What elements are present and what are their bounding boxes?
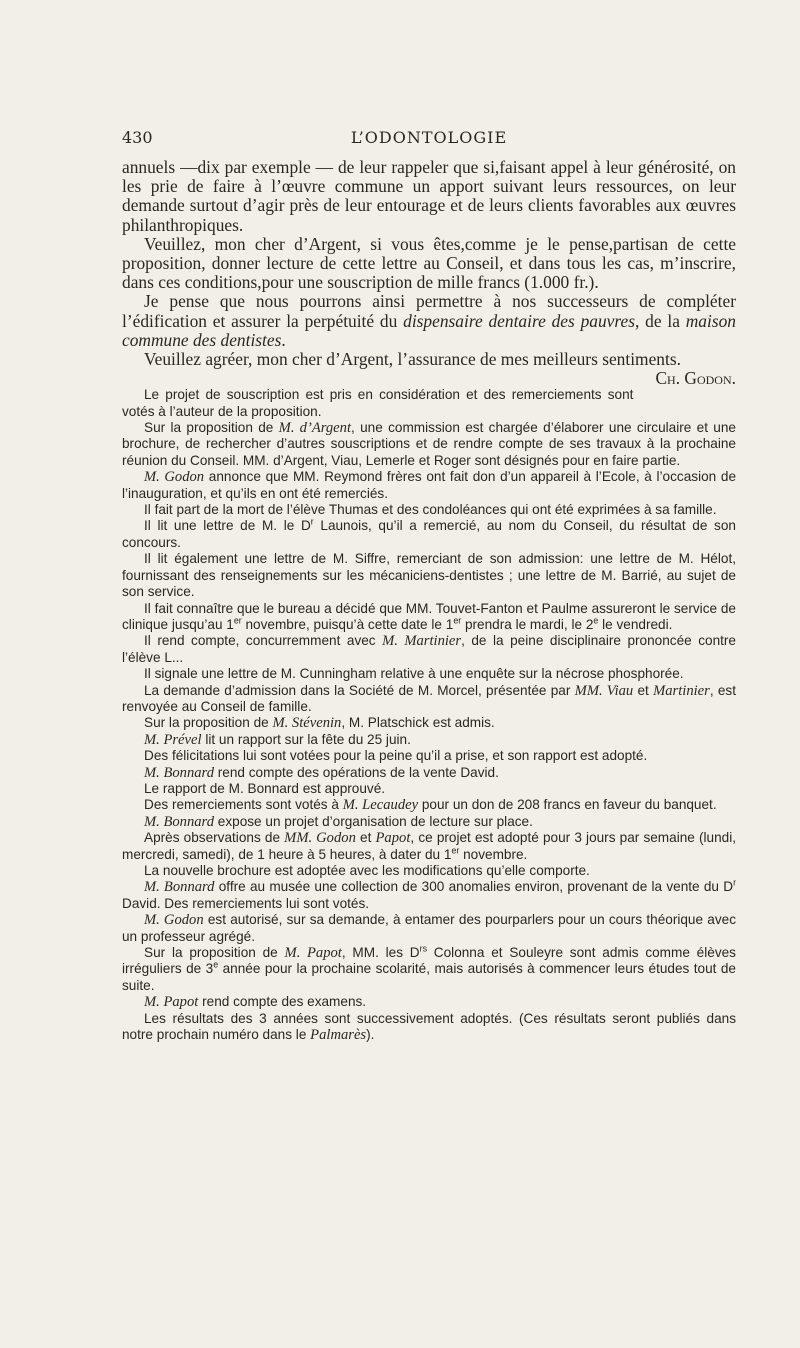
- minutes-paragraph-text: Il lit une lettre de M. le D: [144, 518, 311, 534]
- minutes-paragraph-italic: Papot: [375, 830, 411, 847]
- letter-paragraph: [122, 158, 736, 235]
- minutes-paragraph: [122, 387, 736, 420]
- minutes-paragraph-text: , de la peine disciplinaire prononcée contre l’élève L...: [122, 633, 736, 665]
- minutes-paragraph-italic: M. Martinier: [382, 633, 462, 650]
- minutes-paragraph: [122, 879, 736, 912]
- minutes-paragraph-text: lit un rapport sur la fête du 25 juin.: [201, 731, 411, 747]
- minutes-paragraph-italic: M. Bonnard: [144, 764, 214, 781]
- minutes-paragraph-text: , M. Platschick est admis.: [341, 715, 495, 731]
- letter-paragraph-text: , de la: [635, 310, 686, 331]
- minutes-paragraph-italic: M. Lecaudey: [342, 797, 419, 814]
- minutes-paragraph-text: ).: [366, 1027, 375, 1043]
- minutes-paragraph: [122, 765, 736, 781]
- minutes-paragraph-text: Il lit également une lettre de M. Siffre, remerciant de son admission: une lettre de M. Hélot, fournissant des renseignements sur les mécaniciens-dentistes ; une lettre de M. Barrié, au sujet de son service.: [122, 551, 736, 600]
- minutes-paragraph-text: Des félicitations lui sont votées pour la peine qu’il a prise, et son rapport est adopté.: [144, 748, 648, 764]
- minutes-paragraph-text: annonce que MM. Reymond frères ont fait don d’un appareil à l’Ecole, à l’occasion de l’inauguration, et qu’ils en ont été remerciés.: [122, 469, 737, 501]
- letter-paragraph-text: Veuillez agréer, mon cher d’Argent, l’assurance de mes meilleurs sentiments.: [144, 349, 681, 370]
- minutes-paragraph: [122, 912, 736, 945]
- running-head: L’ODONTOLOGIE: [350, 128, 508, 147]
- minutes-paragraph-sup: er: [451, 845, 460, 856]
- letter-paragraph: [122, 292, 736, 350]
- minutes-paragraph: [122, 748, 736, 764]
- minutes-paragraph: [122, 469, 736, 502]
- minutes-paragraph-text: rend compte des opérations de la vente David.: [214, 764, 499, 780]
- minutes-paragraph-sup: r: [733, 877, 737, 888]
- minutes-paragraph-italic: M. Papot: [144, 994, 199, 1011]
- minutes-paragraph: [122, 797, 736, 813]
- letter-paragraph-text: .: [281, 329, 286, 350]
- minutes-paragraph-text: La nouvelle brochure est adoptée avec les modifications qu’elle comporte.: [144, 863, 590, 879]
- minutes-paragraph: [122, 945, 736, 994]
- page-body: [122, 158, 736, 1043]
- minutes-paragraph-text: et: [633, 682, 654, 698]
- minutes-paragraph-sup: e: [593, 615, 599, 626]
- minutes-paragraph-italic: MM. Viau: [574, 682, 634, 699]
- minutes-paragraph-text: rend compte des examens.: [198, 994, 367, 1010]
- page-header: [122, 128, 736, 150]
- minutes-paragraph-text: , est renvoyée au Conseil de famille.: [122, 682, 737, 714]
- minutes-paragraph-text: Après observations de: [144, 830, 285, 846]
- minutes-paragraph: [122, 601, 736, 634]
- minutes-paragraph-italic: M. Papot: [284, 945, 342, 962]
- minutes-paragraph-text: novembre.: [459, 846, 528, 862]
- minutes-paragraph-text: , une commission est chargée d’élaborer une circulaire et une brochure, de rechercher d’autres souscriptions et de rendre compte de ses travaux à la prochaine réunion du Conseil. MM. d’Argent, Viau, Lemerle et Roger sont désignés pour en faire partie.: [122, 420, 736, 468]
- minutes-paragraph-text: Le projet de souscription est pris en considération et des remerciements sont votés à l’auteur de la proposition.: [122, 387, 634, 419]
- minutes-paragraph-text: La demande d’admission dans la Société de M. Morcel, présentée par: [144, 682, 575, 698]
- minutes-paragraph-italic: M. Stévenin: [272, 715, 342, 732]
- signature: Ch. Godon.: [655, 368, 736, 389]
- minutes-paragraph: [122, 633, 736, 666]
- minutes-section: [122, 387, 736, 1043]
- minutes-paragraph-italic: Martinier: [653, 682, 710, 699]
- minutes-paragraph: [122, 666, 736, 682]
- minutes-paragraph-sup: r: [310, 516, 314, 527]
- letter-paragraph-text: Je pense que nous pourrons ainsi permettre à nos successeurs de compléter l’édification et assurer la perpétuité du: [122, 291, 736, 331]
- minutes-paragraph-italic: MM. Godon: [284, 830, 356, 847]
- minutes-paragraph-text: Sur la proposition de: [144, 945, 285, 961]
- minutes-paragraph-text: Les résultats des 3 années sont successivement adoptés. (Ces résultats seront publiés dans notre prochain numéro dans le: [122, 1010, 736, 1043]
- minutes-paragraph-text: , MM. les D: [341, 945, 420, 961]
- minutes-paragraph-italic: M. Godon: [144, 469, 205, 486]
- minutes-paragraph: [122, 830, 736, 863]
- minutes-paragraph: [122, 732, 736, 748]
- minutes-paragraph-text: Il fait part de la mort de l’élève Thumas et des condoléances qui ont été exprimées à sa famille.: [144, 502, 717, 518]
- minutes-paragraph-italic: M. d’Argent: [278, 420, 352, 437]
- minutes-paragraph-text: Des remerciements sont votés à: [144, 797, 343, 813]
- minutes-paragraph-text: expose un projet d’organisation de lecture sur place.: [214, 813, 533, 829]
- minutes-paragraph-italic: M. Bonnard: [144, 879, 215, 896]
- letter-paragraph-text: annuels —dix par exemple — de leur rappeler que si,faisant appel à leur générosité, on les prie de faire à l’œuvre commune un apport suivant leurs ressources, on leur demande surtout d’agir près de leur entourage et de leurs clients favorables aux œuvres philanthropiques.: [122, 157, 736, 235]
- minutes-paragraph-text: David. Des remerciements lui sont votés.: [122, 895, 370, 911]
- minutes-paragraph-text: pour un don de 208 francs en faveur du banquet.: [418, 797, 717, 813]
- minutes-paragraph-sup: er: [453, 615, 462, 626]
- minutes-paragraph: [122, 502, 736, 518]
- minutes-paragraph: [122, 715, 736, 731]
- minutes-paragraph-italic: Palmarès: [310, 1027, 367, 1044]
- minutes-paragraph: [122, 551, 736, 600]
- minutes-paragraph: [122, 994, 736, 1010]
- minutes-paragraph-text: Le rapport de M. Bonnard est approuvé.: [144, 780, 386, 796]
- letter-paragraph: [122, 235, 736, 293]
- minutes-paragraph-text: Il fait connaître que le bureau a décidé que MM. Touvet-Fanton et Paulme assureront le service de clinique jusqu’au 1: [122, 600, 736, 632]
- minutes-paragraph: [122, 863, 736, 879]
- minutes-paragraph: [122, 683, 736, 716]
- minutes-paragraph-italic: M. Prével: [144, 731, 202, 748]
- letter-paragraph: [122, 349, 736, 389]
- minutes-paragraph-italic: M. Godon: [144, 912, 204, 929]
- minutes-paragraph: [122, 518, 736, 551]
- minutes-paragraph-text: Il rend compte, concurremment avec: [144, 633, 383, 649]
- minutes-paragraph-text: année pour la prochaine scolarité, mais autorisés à commencer leurs études tout de suite.: [122, 961, 736, 993]
- minutes-paragraph-text: Sur la proposition de: [144, 715, 273, 731]
- letter-paragraph-text: Veuillez, mon cher d’Argent, si vous êtes,comme je le pense,partisan de cette proposition, donner lecture de cette lettre au Conseil, et dans tous les cas, m’inscrire, dans ces conditions,pour une souscription de mille francs (1.000 fr.).: [122, 233, 736, 293]
- letter-paragraph-emphasis: maison commune des dentistes: [122, 310, 736, 350]
- minutes-paragraph-text: et: [355, 830, 376, 846]
- page-number: 430: [122, 128, 153, 147]
- minutes-paragraph-text: novembre, puisqu’à cette date le 1: [241, 616, 454, 632]
- minutes-paragraph-text: , ce projet est adopté pour 3 jours par semaine (lundi, mercredi, samedi), de 1 heure à 5 heures, à dater du 1: [122, 830, 737, 862]
- minutes-paragraph-sup: e: [213, 959, 219, 970]
- minutes-paragraph-text: Colonna et Souleyre sont admis comme élèves irréguliers de 3: [122, 945, 736, 977]
- minutes-paragraph: [122, 420, 736, 469]
- minutes-paragraph-text: le vendredi.: [598, 616, 673, 632]
- minutes-paragraph-text: Il signale une lettre de M. Cunningham relative à une enquête sur la nécrose phosphorée.: [144, 666, 684, 682]
- letter-paragraph-emphasis: dispensaire dentaire des pauvres: [403, 310, 635, 331]
- letter-section: [122, 157, 736, 389]
- minutes-paragraph: [122, 1011, 736, 1044]
- minutes-paragraph-italic: M. Bonnard: [144, 813, 214, 830]
- minutes-paragraph-sup: er: [233, 615, 242, 626]
- minutes-paragraph-text: est autorisé, sur sa demande, à entamer des pourparlers pour un cours théorique avec un professeur agrégé.: [122, 912, 736, 944]
- minutes-paragraph-sup: rs: [419, 943, 427, 954]
- minutes-paragraph-text: Sur la proposition de: [144, 420, 279, 436]
- minutes-paragraph: [122, 814, 736, 830]
- minutes-paragraph-text: prendra le mardi, le 2: [461, 616, 594, 632]
- minutes-paragraph: [122, 781, 736, 797]
- minutes-paragraph-text: Launois, qu’il a remercié, au nom du Conseil, du résultat de son concours.: [122, 518, 736, 550]
- minutes-paragraph-text: offre au musée une collection de 300 anomalies environ, provenant de la vente du D: [214, 879, 734, 895]
